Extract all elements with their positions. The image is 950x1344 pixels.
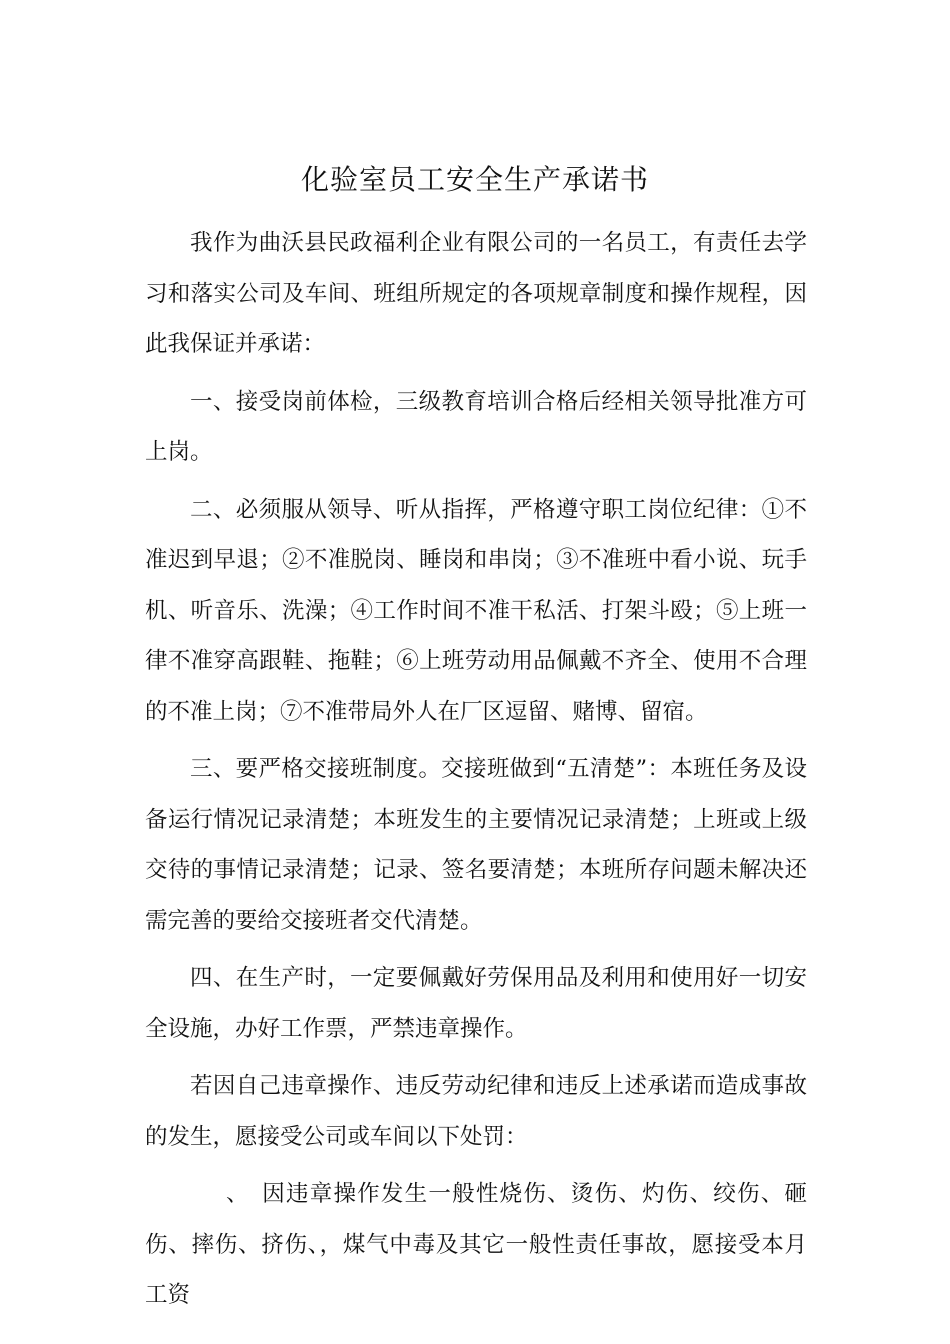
paragraph-intro: 我作为曲沃县民政福利企业有限公司的一名员工，有责任去学习和落实公司及车间、班组所规定的各项规章制度和操作规程，因此我保证并承诺： [145, 230, 807, 357]
paragraph-clause-1: 一、接受岗前体检，三级教育培训合格后经相关领导批准方可上岗。 [145, 388, 807, 465]
paragraph-penalty-item: 、 因违章操作发生一般性烧伤、烫伤、灼伤、绞伤、砸伤、摔伤、挤伤、，煤气中毒及其它一般性责任事故，愿接受本月工资 [145, 1181, 807, 1308]
paragraph-clause-3: 三、要严格交接班制度。交接班做到“五清楚”：本班任务及设备运行情况记录清楚；本班发生的主要情况记录清楚；上班或上级交待的事情记录清楚；记录、签名要清楚；本班所存问题未解决还需完善的要给交接班者交代清楚。 [145, 756, 807, 934]
paragraph-clause-2: 二、必须服从领导、听从指挥，严格遵守职工岗位纪律：①不准迟到早退；②不准脱岗、睡岗和串岗；③不准班中看小说、玩手机、听音乐、洗澡；④工作时间不准干私活、打架斗殴；⑤上班一律不准穿高跟鞋、拖鞋；⑥上班劳动用品佩戴不齐全、使用不合理的不准上岗；⑦不准带局外人在厂区逗留、赌博、留宿。 [145, 496, 807, 725]
document-body [145, 218, 807, 1321]
paragraph-clause-4: 四、在生产时，一定要佩戴好劳保用品及利用和使用好一切安全设施，办好工作票，严禁违章操作。 [145, 965, 807, 1042]
paragraph-penalty-intro: 若因自己违章操作、违反劳动纪律和违反上述承诺而造成事故的发生，愿接受公司或车间以下处罚： [145, 1073, 807, 1150]
document-title: 化验室员工安全生产承诺书 [300, 163, 649, 196]
